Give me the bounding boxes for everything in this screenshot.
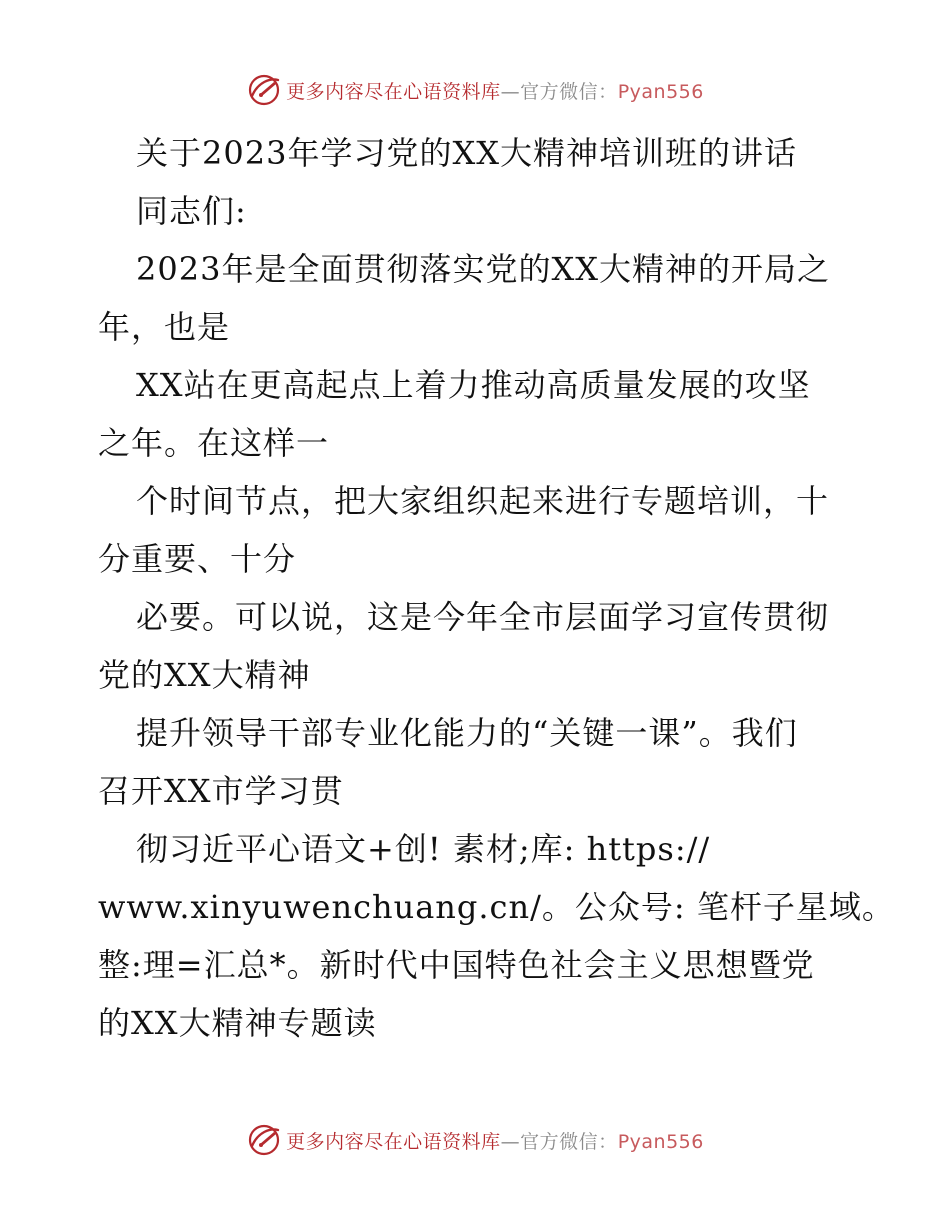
document-line: 年，也是	[98, 308, 231, 346]
header-banner	[0, 68, 950, 112]
document-title: 关于2023年学习党的XX大精神培训班的讲话	[136, 134, 798, 172]
header-banner-text	[286, 77, 704, 104]
document-line: 分重要、十分	[98, 540, 297, 578]
document-line: 提升领导干部专业化能力的“关键一课”。我们	[136, 714, 798, 752]
header-banner-contact-label: 官方微信：	[520, 80, 618, 103]
brand-logo-icon	[246, 72, 282, 108]
footer-banner-main: 更多内容尽在心语资料库	[286, 1130, 501, 1153]
document-line: 2023年是全面贯彻落实党的XX大精神的开局之	[136, 250, 831, 288]
document-line: www.xinyuwenchuang.cn/。公众号: 笔杆子星域。	[98, 888, 895, 926]
document-line: 召开XX市学习贯	[98, 772, 344, 810]
footer-banner-contact-label: 官方微信：	[520, 1130, 618, 1153]
document-line: 之年。在这样一	[98, 424, 330, 462]
footer-banner-text	[286, 1127, 704, 1154]
document-line: 党的XX大精神	[98, 656, 311, 694]
document-body	[98, 124, 895, 1052]
footer-banner	[0, 1118, 950, 1162]
header-banner-dash: —	[500, 80, 521, 103]
header-banner-main: 更多内容尽在心语资料库	[286, 80, 501, 103]
brand-logo-icon	[246, 1122, 282, 1158]
footer-banner-contact-id: Pyan556	[617, 1130, 704, 1153]
document-line: 个时间节点，把大家组织起来进行专题培训，十	[136, 482, 830, 520]
document-line: XX站在更高起点上着力推动高质量发展的攻坚	[136, 366, 811, 404]
footer-banner-dash: —	[500, 1130, 521, 1153]
header-banner-contact-id: Pyan556	[617, 80, 704, 103]
document-line: 的XX大精神专题读	[98, 1004, 377, 1042]
document-line: 彻习近平心语文+创! 素材;库: https://	[136, 830, 711, 868]
document-line: 整:理=汇总*。新时代中国特色社会主义思想暨党	[98, 946, 815, 984]
document-salutation: 同志们:	[136, 192, 247, 230]
document-line: 必要。可以说，这是今年全市层面学习宣传贯彻	[136, 598, 830, 636]
